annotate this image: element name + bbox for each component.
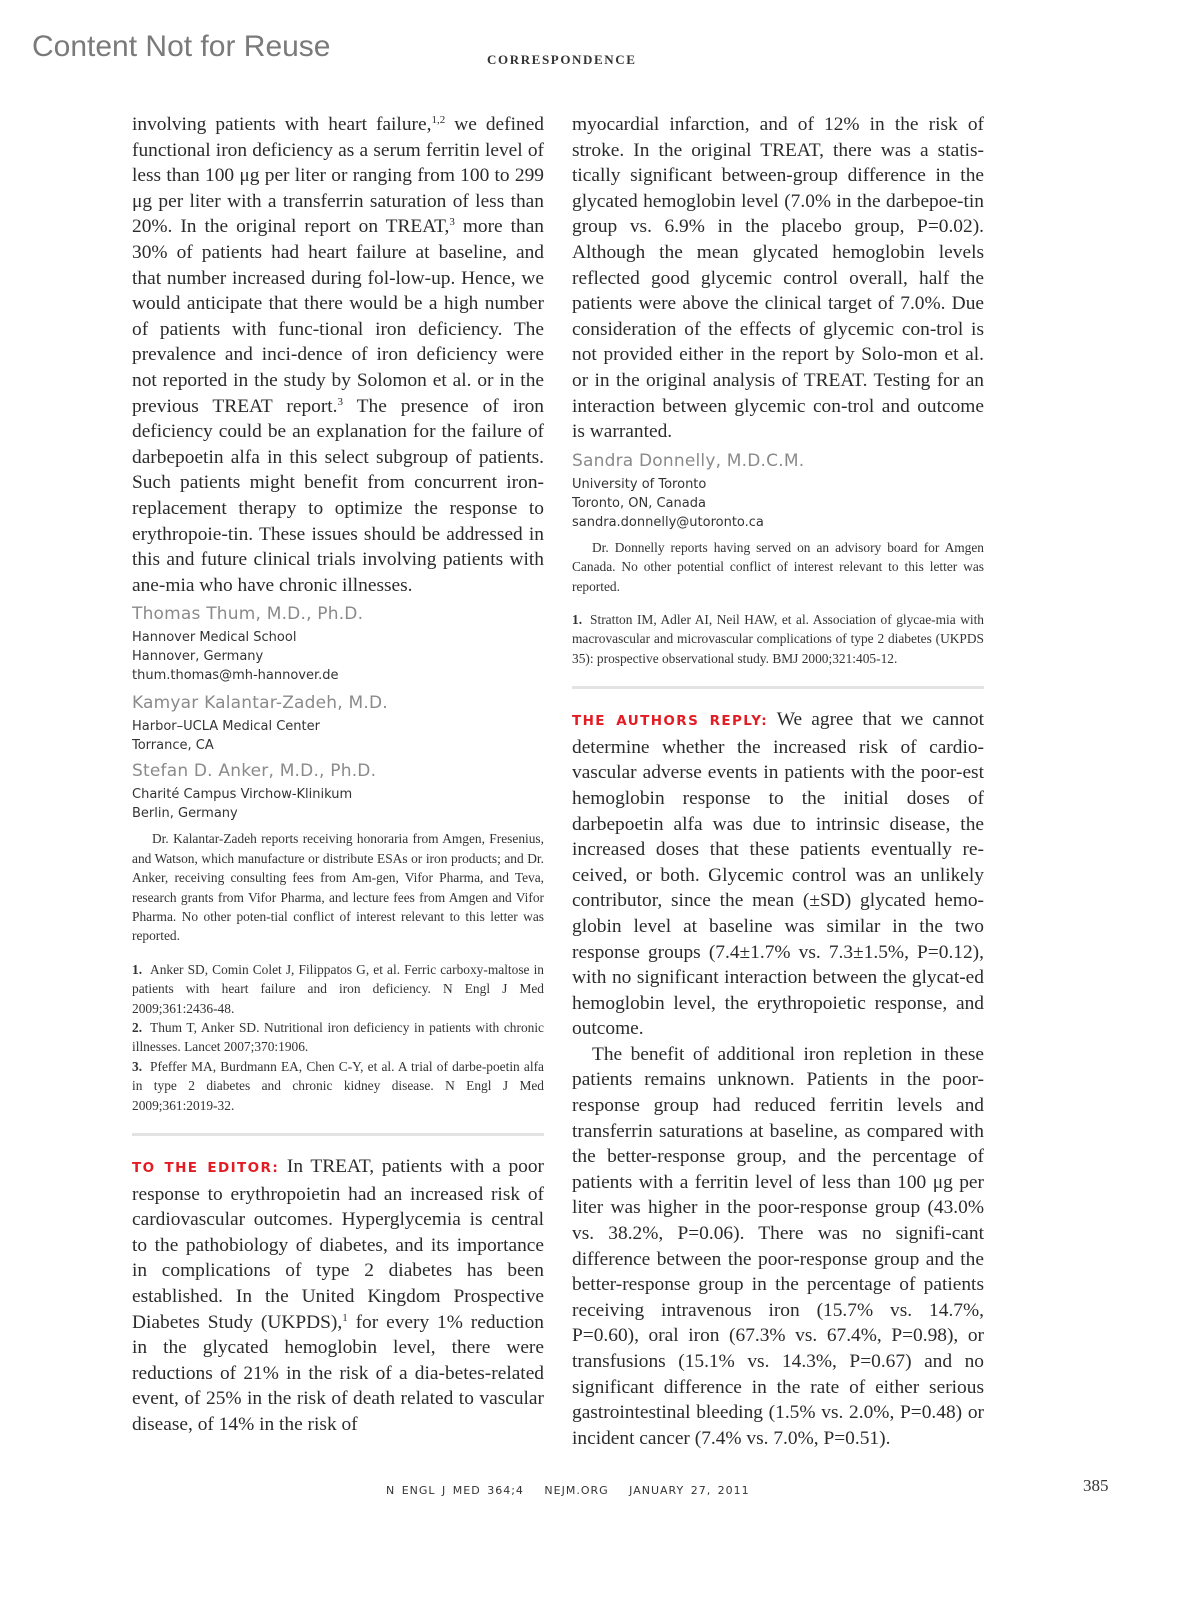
citation-superscript: 3 [337, 395, 344, 408]
author-block [572, 451, 984, 532]
author-location: Toronto, ON, Canada [572, 495, 706, 511]
section-heading: CORRESPONDENCE [487, 52, 637, 67]
page-number: 385 [1083, 1476, 1109, 1495]
reference-item: 1. Stratton IM, Adler AI, Neil HAW, et al. Association of glycae-mia with macrovascular and microvascular complications of type 2 diabetes (UKPDS 35): prospective observational study. BMJ 2000;321:405-12. [572, 611, 984, 666]
author-block [132, 693, 544, 755]
reference-list [132, 960, 544, 1115]
reference-list [572, 610, 984, 668]
author-location: Hannover, Germany [132, 649, 264, 665]
author-location: Torrance, CA [132, 738, 214, 754]
reference-item: 3. Pfeffer MA, Burdmann EA, Chen C-Y, et al. A trial of darbe-poetin alfa in type 2 diabetes and chronic kidney disease. N Engl J Med 2009;361:2019-32. [132, 1058, 544, 1113]
right-column [572, 112, 984, 1451]
authors-reply-label: THE AUTHORS REPLY: [572, 713, 768, 730]
section-divider [132, 1133, 544, 1136]
citation-superscript: 3 [449, 216, 455, 229]
author-block [132, 761, 544, 823]
reference-item: 1. Anker SD, Comin Colet J, Filippatos G, et al. Ferric carboxy-maltose in patients with heart failure and iron deficiency. N Engl J Med 2009;361:2436-48. [132, 961, 544, 1016]
author-block [132, 604, 544, 685]
author-name: Thomas Thum, M.D., Ph.D. [132, 604, 364, 625]
conflict-disclosure: Dr. Donnelly reports having served on an advisory board for Amgen Canada. No other potential conflict of interest relevant to this letter was reported. [572, 539, 984, 594]
to-the-editor-label: TO THE EDITOR: [132, 1159, 280, 1176]
citation-superscript: 1,2 [431, 114, 446, 126]
author-name: Stefan D. Anker, M.D., Ph.D. [132, 761, 377, 782]
citation-superscript: 1 [342, 1311, 348, 1324]
watermark: Content Not for Reuse [32, 30, 331, 63]
journal-citation: N ENGL J MED 364;4 [386, 1484, 524, 1497]
author-affiliation: University of Toronto [572, 476, 707, 492]
conflict-disclosure: Dr. Kalantar-Zadeh reports receiving honoraria from Amgen, Fresenius, and Watson, which manufacture or distribute ESAs or iron products; and Dr. Anker, receiving consulting fees from Am-gen, Vifor Pharma, and Teva, research grants from Vifor Pharma, and lecture fees from Amgen and Vifor Pharma. No other poten-tial conflict of interest relevant to this letter was reported. [132, 831, 544, 944]
author-affiliation: Hannover Medical School [132, 630, 297, 646]
letter2-body: TO THE EDITOR: In TREAT, patients with a poor response to erythropoietin had an increased risk of cardiovascular outcomes. Hyperglycemia is central to the pathobiology of diabetes, and its importance in complications of type 2 diabetes has been established. In the United Kingdom Prospective Diabetes Study (UKPDS),$^1$ for every 1% reduction in the glycated hemoglobin level, there were reductions of 21% in the risk of a dia-betes-related event, of 25% in the risk of death related to vascular disease, of 14% in the risk of [132, 1155, 544, 1435]
author-affiliation: Harbor–UCLA Medical Center [132, 719, 320, 735]
author-name: Sandra Donnelly, M.D.C.M. [572, 450, 805, 471]
reference-item: 2. Thum T, Anker SD. Nutritional iron deficiency in patients with chronic illnesses. Lancet 2007;370:1906. [132, 1019, 544, 1055]
author-email[interactable]: thum.thomas@mh-hannover.de [132, 668, 339, 684]
author-name: Kamyar Kalantar-Zadeh, M.D. [132, 693, 388, 714]
issue-date: JANUARY 27, 2011 [629, 1484, 750, 1497]
authors-reply-body: THE AUTHORS REPLY: We agree that we cannot determine whether the increased risk of cardio-vascular adverse events in patients with the poor-est hemoglobin response to the initial doses of darbepoetin alfa was due to intrinsic disease, the increased doses that these patients eventually re-ceived, or both. Glycemic control was an unlikely contributor, since the mean (±SD) glycated hemo-globin level at baseline was similar in the two response groups (7.4±1.7% vs. 7.3±1.5%, P=0.12), with no significant interaction between the glycat-ed hemoglobin level, the erythropoietic response, and outcome. [572, 709, 984, 1040]
left-column [132, 112, 544, 1438]
authors-reply-body-2: The benefit of additional iron repletion in these patients remains unknown. Patients in the poor-response group had reduced ferritin levels and transferrin saturations at baseline, as compared with the better-response group, and the percentage of patients with a ferritin level of less than 100 μg per liter was higher in the poor-response group (43.0% vs. 38.2%, P=0.06). There was no signifi-cant difference between the poor-response group and the better-response group in the percentage of patients receiving intravenous iron (15.7% vs. 14.7%, P=0.60), oral iron (67.3% vs. 67.4%, P=0.98), or transfusions (15.1% vs. 14.3%, P=0.67) and no significant difference in the rate of either serious gastrointestinal bleeding (1.5% vs. 2.0%, P=0.48) or incident cancer (7.4% vs. 7.0%, P=0.51). [572, 1043, 984, 1449]
section-divider [572, 686, 984, 689]
letter1-body: involving patients with heart failure,$^{1,2}$ we defined functional iron deficiency as a serum ferritin level of less than 100 μg per liter or ranging from 100 to 299 μg per liter with a transferrin saturation of less than 20%. In the original report on TREAT,$^3$ more than 30% of patients had heart failure at baseline, and that number increased during fol-low-up. Hence, we would anticipate that there would be a high number of patients with func-tional iron deficiency. The prevalence and inci-dence of iron deficiency were not reported in the study by Solomon et al. or in the previous TREAT report.$^3$ The presence of iron deficiency could be an explanation for the failure of darbepoetin alfa in this select subgroup of patients. Such patients might benefit from concurrent iron-replacement therapy to optimize the response to erythropoie-tin. These issues should be addressed in this and future clinical trials involving patients with ane-mia who have chronic illnesses. [132, 114, 544, 596]
letter2-continued: myocardial infarction, and of 12% in the risk of stroke. In the original TREAT, there was a statis-tically significant between-group difference in the glycated hemoglobin level (7.0% in the darbepoe-tin group vs. 6.9% in the placebo group, P=0.02). Although the mean glycated hemoglobin levels reflected good glycemic control overall, half the patients were above the clinical target of 7.0%. Due consideration of the effects of glycemic con-trol is not provided either in the report by Solo-mon et al. or in the original analysis of TREAT. Testing for an interaction between glycemic con-trol and outcome is warranted. [572, 114, 984, 443]
author-affiliation: Charité Campus Virchow-Klinikum [132, 787, 353, 803]
author-location: Berlin, Germany [132, 806, 238, 822]
page-footer [386, 1484, 764, 1497]
author-email[interactable]: sandra.donnelly@utoronto.ca [572, 514, 764, 530]
journal-site: NEJM.ORG [544, 1484, 609, 1497]
